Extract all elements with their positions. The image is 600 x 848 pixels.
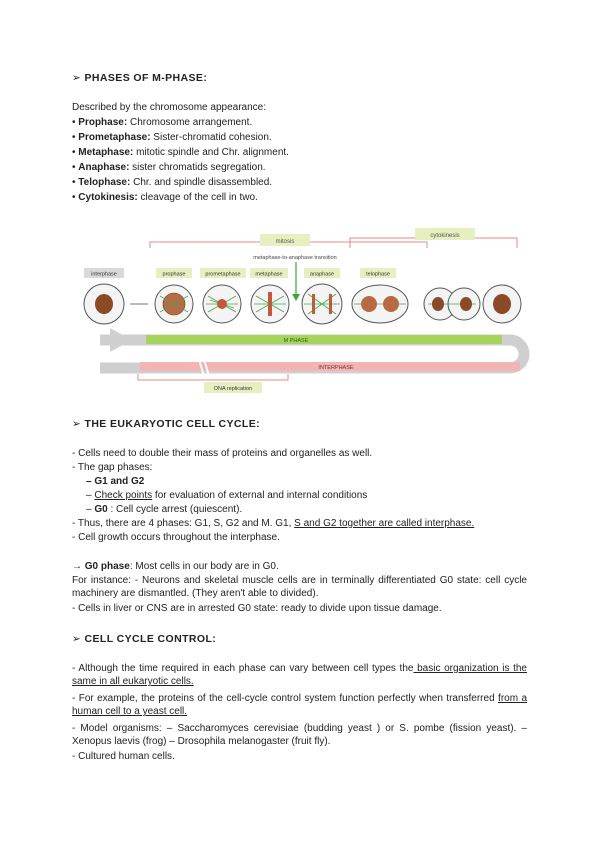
g0-liver: - Cells in liver or CNS are in arrested G0 state: ready to divide upon tissue damage.: [72, 603, 442, 614]
intro-text: Described by the chromosome appearance:: [72, 102, 266, 113]
cell-telophase-nucleus-left: [361, 296, 377, 312]
stage-label-prophase: prophase: [162, 271, 186, 278]
cycle-line-3: – G1 and G2: [86, 476, 145, 487]
g0-line: → G0 phase: Most cells in our body are in G0.: [72, 561, 279, 572]
heading-eukaryotic-cell-cycle: ➢ THE EUKARYOTIC CELL CYCLE:: [72, 418, 261, 430]
m-phase-label: M PHASE: [283, 338, 309, 344]
interphase-label: INTERPHASE: [318, 365, 354, 371]
control-para-3: - Model organisms: – Saccharomyces cerevisiae (budding yeast ) or S. pombe (fission yeast). – Xenopus laevis (frog) – Drosophila melanogaster (fruit fly).: [72, 723, 527, 747]
mitosis-label: mitosis: [275, 239, 295, 245]
g0-instance: For instance: - Neurons and skeletal muscle cells are in terminally differentiated G0 state: cell cycle machinery are dismantled. (They aren't able to divided).: [72, 575, 527, 599]
cell-anaphase-chr-right: [329, 294, 332, 314]
stage-label-anaphase: anaphase: [309, 271, 335, 278]
cycle-line-1: - Cells need to double their mass of proteins and organelles as well.: [72, 448, 373, 459]
stage-label-prometaphase: prometaphase: [205, 271, 241, 278]
cells-row: [84, 284, 521, 324]
bullet-cytokinesis: • Cytokinesis: cleavage of the cell in two.: [72, 192, 258, 203]
bullet-prometaphase: • Prometaphase: Sister-chromatid cohesion.: [72, 132, 272, 143]
heading-phases-of-m-phase: ➢ PHASES OF M-PHASE:: [72, 72, 208, 84]
dna-label: DNA replication: [214, 386, 252, 392]
cell-cytokinesis-nucleus-right: [460, 297, 472, 311]
cycle-line-5: – G0 : Cell cycle arrest (quiescent).: [86, 504, 243, 515]
cycle-line-7: - Cell growth occurs throughout the interphase.: [72, 532, 280, 543]
cell-interphase-nucleus: [95, 294, 113, 314]
m-phase-bar: [146, 335, 502, 344]
cell-anaphase-chr-left: [312, 294, 315, 314]
cycle-line-6: - Thus, there are 4 phases: G1, S, G2 and M. G1, S and G2 together are called interphase.: [72, 518, 475, 529]
bullet-prophase: • Prophase: Chromosome arrangement.: [72, 117, 253, 128]
cycle-line-4: – Check points for evaluation of external and internal conditions: [86, 490, 368, 501]
heading-cell-cycle-control: ➢ CELL CYCLE CONTROL:: [72, 633, 217, 645]
cell-daughter-nucleus: [493, 294, 511, 314]
control-para-2: - For example, the proteins of the cell-cycle control system function perfectly when transferred from a human cell to a yeast cell.: [72, 693, 528, 717]
stage-label-metaphase: metaphase: [255, 271, 283, 278]
stage-label-telophase: telophase: [366, 271, 390, 278]
cell-metaphase-plate: [268, 292, 272, 316]
bullet-anaphase: • Anaphase: sister chromatids segregation.: [72, 162, 266, 173]
dna-bracket: [138, 374, 288, 380]
stage-labels: [84, 268, 396, 278]
cell-prometaphase-chromosomes: [217, 299, 227, 309]
transition-arrowhead: [292, 294, 300, 301]
cytokinesis-label: cytokinesis: [430, 233, 460, 239]
cycle-arrowhead: [110, 328, 132, 352]
cell-cycle-diagram: [70, 228, 530, 398]
cell-telophase-nucleus-right: [383, 296, 399, 312]
stage-label-interphase: interphase: [91, 271, 117, 278]
control-para-4: - Cultured human cells.: [72, 751, 175, 762]
cell-cytokinesis-nucleus-left: [432, 297, 444, 311]
cycle-line-2: - The gap phases:: [72, 462, 153, 473]
control-para-1: - Although the time required in each phase can vary between cell types the basic organization is the same in all eukaryotic cells.: [72, 663, 527, 687]
bullet-metaphase: • Metaphase: mitotic spindle and Chr. alignment.: [72, 147, 289, 158]
transition-label: metaphase-to-anaphase transition: [253, 255, 337, 261]
bullet-telophase: • Telophase: Chr. and spindle disassembled.: [72, 177, 273, 188]
